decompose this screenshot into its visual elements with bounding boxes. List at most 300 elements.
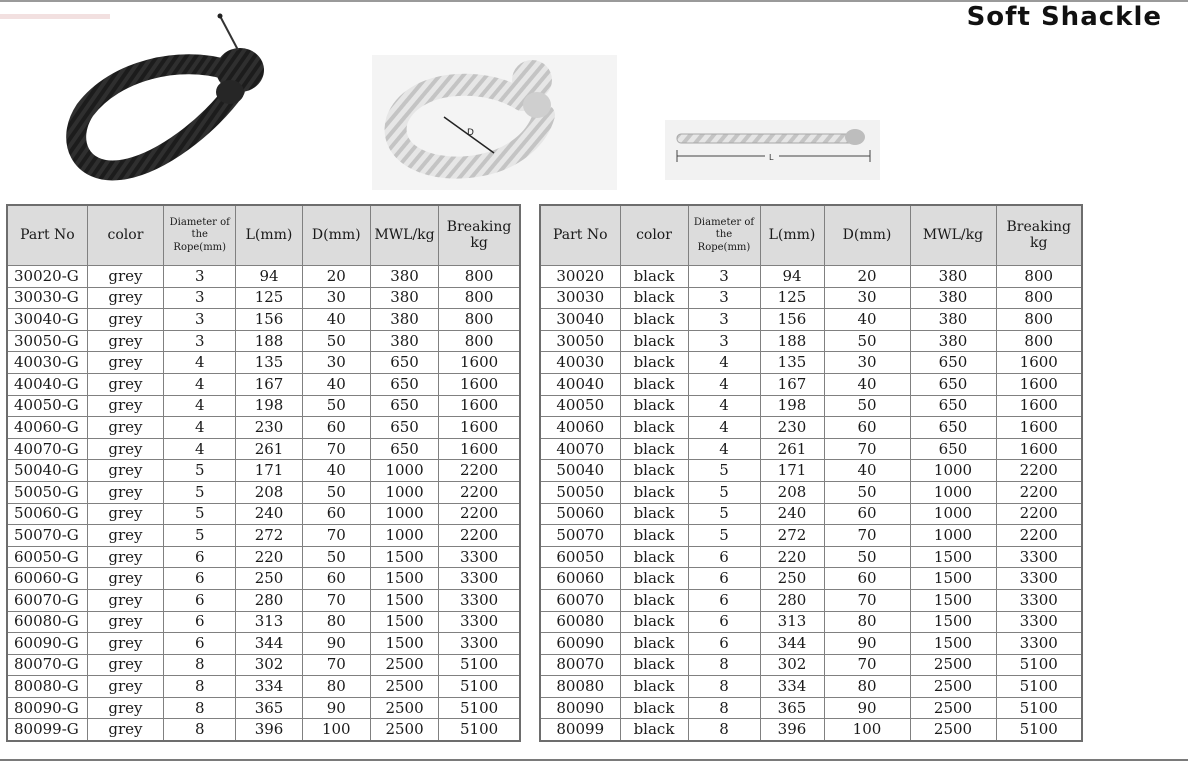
- mwl-cell: 650: [370, 417, 438, 439]
- rope-diameter-cell: 3: [688, 266, 760, 288]
- mwl-cell: 1000: [910, 460, 996, 482]
- breaking-cell: 3300: [439, 568, 520, 590]
- d-cell: 50: [302, 481, 370, 503]
- table-row: [540, 546, 1082, 568]
- table-row: [540, 719, 1082, 741]
- color-cell: grey: [87, 654, 163, 676]
- breaking-cell: 800: [439, 287, 520, 309]
- length-cell: 171: [760, 460, 824, 482]
- mwl-cell: 1500: [370, 589, 438, 611]
- breaking-cell: 2200: [996, 460, 1082, 482]
- part-no-cell: 30050-G: [7, 330, 87, 352]
- black-shackle-image: [60, 10, 280, 190]
- mwl-cell: 1000: [370, 481, 438, 503]
- breaking-cell: 5100: [996, 697, 1082, 719]
- mwl-cell: 1500: [910, 568, 996, 590]
- rope-diameter-cell: 5: [164, 503, 236, 525]
- rope-diameter-cell: 8: [688, 697, 760, 719]
- color-cell: black: [620, 352, 688, 374]
- col-part-no: Part No: [540, 205, 620, 266]
- rope-diameter-cell: 4: [688, 352, 760, 374]
- part-no-cell: 60080: [540, 611, 620, 633]
- rope-diameter-cell: 6: [688, 589, 760, 611]
- mwl-cell: 1000: [370, 503, 438, 525]
- rope-diameter-cell: 8: [688, 719, 760, 741]
- col-d: D(mm): [302, 205, 370, 266]
- length-cell: 198: [236, 395, 302, 417]
- part-no-cell: 80080: [540, 676, 620, 698]
- rope-diameter-cell: 4: [164, 395, 236, 417]
- table-header-row: [540, 205, 1082, 266]
- d-cell: 40: [302, 460, 370, 482]
- part-no-cell: 80099-G: [7, 719, 87, 741]
- part-no-cell: 80080-G: [7, 676, 87, 698]
- d-cell: 30: [824, 352, 910, 374]
- rope-diameter-cell: 6: [164, 568, 236, 590]
- table-row: [540, 330, 1082, 352]
- part-no-cell: 60090-G: [7, 633, 87, 655]
- color-cell: grey: [87, 697, 163, 719]
- rope-diameter-cell: 8: [688, 676, 760, 698]
- part-no-cell: 30020: [540, 266, 620, 288]
- table-row: [7, 438, 520, 460]
- mwl-cell: 650: [370, 352, 438, 374]
- breaking-cell: 800: [996, 287, 1082, 309]
- d-cell: 70: [302, 438, 370, 460]
- color-cell: grey: [87, 309, 163, 331]
- table-row: [540, 589, 1082, 611]
- color-cell: black: [620, 438, 688, 460]
- d-cell: 80: [824, 611, 910, 633]
- rope-diameter-cell: 3: [164, 309, 236, 331]
- table-row: [540, 373, 1082, 395]
- length-cell: 261: [236, 438, 302, 460]
- rope-diameter-cell: 3: [164, 330, 236, 352]
- length-cell: 240: [236, 503, 302, 525]
- part-no-cell: 60050: [540, 546, 620, 568]
- rope-diameter-cell: 8: [164, 697, 236, 719]
- mwl-cell: 1500: [370, 611, 438, 633]
- part-no-cell: 30040: [540, 309, 620, 331]
- breaking-cell: 3300: [439, 611, 520, 633]
- part-no-cell: 50060-G: [7, 503, 87, 525]
- breaking-cell: 5100: [439, 676, 520, 698]
- breaking-cell: 5100: [439, 654, 520, 676]
- rope-diameter-cell: 5: [688, 481, 760, 503]
- rope-diameter-cell: 6: [688, 633, 760, 655]
- color-cell: grey: [87, 330, 163, 352]
- table-row: [7, 676, 520, 698]
- d-cell: 60: [824, 417, 910, 439]
- table-row: [540, 697, 1082, 719]
- part-no-cell: 60070-G: [7, 589, 87, 611]
- color-cell: black: [620, 373, 688, 395]
- rope-diameter-cell: 3: [688, 309, 760, 331]
- d-cell: 90: [302, 697, 370, 719]
- d-cell: 70: [302, 525, 370, 547]
- breaking-cell: 1600: [996, 417, 1082, 439]
- length-label: L: [769, 153, 774, 162]
- breaking-cell: 1600: [439, 352, 520, 374]
- mwl-cell: 2500: [370, 676, 438, 698]
- mwl-cell: 650: [370, 438, 438, 460]
- rope-diameter-cell: 3: [688, 287, 760, 309]
- rope-diameter-cell: 4: [164, 352, 236, 374]
- d-cell: 50: [824, 481, 910, 503]
- d-cell: 40: [824, 460, 910, 482]
- breaking-cell: 2200: [996, 503, 1082, 525]
- breaking-cell: 2200: [439, 525, 520, 547]
- mwl-cell: 2500: [370, 719, 438, 741]
- breaking-cell: 1600: [996, 352, 1082, 374]
- part-no-cell: 60090: [540, 633, 620, 655]
- table-row: [7, 611, 520, 633]
- breaking-cell: 800: [439, 266, 520, 288]
- color-cell: black: [620, 287, 688, 309]
- breaking-cell: 1600: [439, 438, 520, 460]
- col-rope-diameter: Diameter of the Rope(mm): [688, 205, 760, 266]
- color-cell: black: [620, 697, 688, 719]
- table-row: [540, 525, 1082, 547]
- length-cell: 208: [236, 481, 302, 503]
- color-cell: black: [620, 546, 688, 568]
- part-no-cell: 30040-G: [7, 309, 87, 331]
- mwl-cell: 1000: [370, 525, 438, 547]
- mwl-cell: 380: [370, 287, 438, 309]
- part-no-cell: 50060: [540, 503, 620, 525]
- rope-diameter-cell: 3: [688, 330, 760, 352]
- length-cell: 250: [236, 568, 302, 590]
- length-cell: 302: [236, 654, 302, 676]
- length-cell: 198: [760, 395, 824, 417]
- rope-diameter-cell: 4: [688, 417, 760, 439]
- breaking-cell: 1600: [439, 395, 520, 417]
- length-cell: 250: [760, 568, 824, 590]
- table-row: [7, 525, 520, 547]
- d-cell: 30: [302, 287, 370, 309]
- length-cell: 135: [236, 352, 302, 374]
- table-row: [540, 309, 1082, 331]
- length-cell: 230: [236, 417, 302, 439]
- breaking-cell: 800: [996, 309, 1082, 331]
- table-row: [540, 611, 1082, 633]
- table-row: [7, 546, 520, 568]
- color-cell: black: [620, 417, 688, 439]
- grey-shackle-table: [6, 204, 521, 742]
- part-no-cell: 50050: [540, 481, 620, 503]
- color-cell: grey: [87, 352, 163, 374]
- breaking-cell: 3300: [996, 611, 1082, 633]
- part-no-cell: 40050: [540, 395, 620, 417]
- rope-diameter-cell: 8: [164, 654, 236, 676]
- d-cell: 30: [824, 287, 910, 309]
- mwl-cell: 2500: [910, 697, 996, 719]
- rope-diameter-cell: 5: [688, 460, 760, 482]
- diameter-label: D: [467, 128, 474, 138]
- color-cell: black: [620, 719, 688, 741]
- d-cell: 80: [824, 676, 910, 698]
- color-cell: black: [620, 481, 688, 503]
- breaking-cell: 3300: [996, 589, 1082, 611]
- part-no-cell: 40030-G: [7, 352, 87, 374]
- color-cell: black: [620, 503, 688, 525]
- color-cell: grey: [87, 266, 163, 288]
- col-length: L(mm): [236, 205, 302, 266]
- breaking-cell: 800: [439, 330, 520, 352]
- color-cell: black: [620, 395, 688, 417]
- part-no-cell: 80090-G: [7, 697, 87, 719]
- part-no-cell: 50070-G: [7, 525, 87, 547]
- col-part-no: Part No: [7, 205, 87, 266]
- breaking-cell: 5100: [996, 676, 1082, 698]
- color-cell: grey: [87, 460, 163, 482]
- part-no-cell: 30030: [540, 287, 620, 309]
- length-cell: 344: [236, 633, 302, 655]
- breaking-cell: 2200: [996, 481, 1082, 503]
- table-row: [540, 417, 1082, 439]
- color-cell: grey: [87, 719, 163, 741]
- mwl-cell: 2500: [910, 719, 996, 741]
- part-no-cell: 80090: [540, 697, 620, 719]
- table-row: [540, 676, 1082, 698]
- d-cell: 60: [302, 568, 370, 590]
- table-row: [540, 287, 1082, 309]
- length-cell: 302: [760, 654, 824, 676]
- table-row: [7, 654, 520, 676]
- color-cell: black: [620, 611, 688, 633]
- part-no-cell: 40050-G: [7, 395, 87, 417]
- color-cell: black: [620, 525, 688, 547]
- breaking-cell: 800: [996, 330, 1082, 352]
- table-row: [7, 568, 520, 590]
- part-no-cell: 50070: [540, 525, 620, 547]
- rope-diameter-cell: 8: [688, 654, 760, 676]
- table-row: [7, 352, 520, 374]
- color-cell: grey: [87, 395, 163, 417]
- table-row: [540, 503, 1082, 525]
- breaking-cell: 5100: [996, 719, 1082, 741]
- part-no-cell: 50050-G: [7, 481, 87, 503]
- color-cell: grey: [87, 503, 163, 525]
- d-cell: 50: [302, 546, 370, 568]
- part-no-cell: 40040: [540, 373, 620, 395]
- color-cell: grey: [87, 546, 163, 568]
- table-row: [540, 654, 1082, 676]
- part-no-cell: 40040-G: [7, 373, 87, 395]
- part-no-cell: 30030-G: [7, 287, 87, 309]
- mwl-cell: 1500: [370, 546, 438, 568]
- col-color: color: [620, 205, 688, 266]
- mwl-cell: 1000: [370, 460, 438, 482]
- color-cell: grey: [87, 589, 163, 611]
- part-no-cell: 30050: [540, 330, 620, 352]
- mwl-cell: 1500: [370, 568, 438, 590]
- mwl-cell: 650: [910, 417, 996, 439]
- part-no-cell: 40070-G: [7, 438, 87, 460]
- length-cell: 313: [236, 611, 302, 633]
- table-row: [540, 352, 1082, 374]
- mwl-cell: 1500: [910, 589, 996, 611]
- breaking-cell: 3300: [439, 546, 520, 568]
- rope-diameter-cell: 5: [164, 525, 236, 547]
- rope-diameter-cell: 5: [688, 503, 760, 525]
- mwl-cell: 2500: [910, 654, 996, 676]
- part-no-cell: 40030: [540, 352, 620, 374]
- part-no-cell: 60060: [540, 568, 620, 590]
- table-row: [7, 373, 520, 395]
- d-cell: 70: [824, 438, 910, 460]
- table-row: [7, 330, 520, 352]
- color-cell: black: [620, 460, 688, 482]
- d-cell: 40: [302, 309, 370, 331]
- length-cell: 94: [236, 266, 302, 288]
- mwl-cell: 1000: [910, 525, 996, 547]
- color-cell: grey: [87, 373, 163, 395]
- page-title: Soft Shackle: [966, 2, 1162, 32]
- table-row: [540, 481, 1082, 503]
- mwl-cell: 650: [910, 373, 996, 395]
- color-cell: grey: [87, 568, 163, 590]
- length-cell: 220: [760, 546, 824, 568]
- length-cell: 272: [236, 525, 302, 547]
- color-cell: black: [620, 589, 688, 611]
- length-cell: 156: [760, 309, 824, 331]
- part-no-cell: 60080-G: [7, 611, 87, 633]
- table-row: [7, 460, 520, 482]
- breaking-cell: 5100: [439, 697, 520, 719]
- table-row: [7, 633, 520, 655]
- length-cell: 334: [760, 676, 824, 698]
- part-no-cell: 50040-G: [7, 460, 87, 482]
- table-row: [540, 568, 1082, 590]
- d-cell: 90: [824, 633, 910, 655]
- rope-diameter-cell: 5: [164, 481, 236, 503]
- mwl-cell: 1500: [370, 633, 438, 655]
- col-breaking: Breaking kg: [996, 205, 1082, 266]
- mwl-cell: 650: [370, 395, 438, 417]
- color-cell: black: [620, 633, 688, 655]
- length-cell: 135: [760, 352, 824, 374]
- table-row: [7, 309, 520, 331]
- d-cell: 80: [302, 611, 370, 633]
- rope-diameter-cell: 4: [164, 438, 236, 460]
- table-row: [7, 697, 520, 719]
- breaking-cell: 1600: [439, 417, 520, 439]
- length-cell: 171: [236, 460, 302, 482]
- breaking-cell: 3300: [996, 633, 1082, 655]
- mwl-cell: 1000: [910, 503, 996, 525]
- mwl-cell: 380: [370, 309, 438, 331]
- table-row: [540, 633, 1082, 655]
- rope-diameter-cell: 5: [688, 525, 760, 547]
- d-cell: 40: [824, 309, 910, 331]
- length-cell: 280: [236, 589, 302, 611]
- part-no-cell: 40060-G: [7, 417, 87, 439]
- d-cell: 50: [824, 395, 910, 417]
- table-header-row: [7, 205, 520, 266]
- breaking-cell: 1600: [996, 438, 1082, 460]
- rope-diameter-cell: 4: [164, 417, 236, 439]
- table-row: [7, 503, 520, 525]
- d-cell: 20: [302, 266, 370, 288]
- black-shackle-table: [539, 204, 1083, 742]
- table-row: [7, 719, 520, 741]
- part-no-cell: 40070: [540, 438, 620, 460]
- table-row: [7, 589, 520, 611]
- color-cell: grey: [87, 417, 163, 439]
- length-cell: 240: [760, 503, 824, 525]
- mwl-cell: 380: [910, 266, 996, 288]
- mwl-cell: 380: [910, 330, 996, 352]
- color-cell: grey: [87, 438, 163, 460]
- length-cell: 396: [236, 719, 302, 741]
- breaking-cell: 5100: [996, 654, 1082, 676]
- breaking-cell: 3300: [996, 568, 1082, 590]
- rope-diameter-cell: 4: [688, 395, 760, 417]
- grey-shackle-image: [372, 55, 617, 190]
- rope-diameter-cell: 3: [164, 287, 236, 309]
- d-cell: 60: [302, 503, 370, 525]
- d-cell: 70: [302, 589, 370, 611]
- mwl-cell: 1500: [910, 546, 996, 568]
- length-cell: 188: [236, 330, 302, 352]
- rope-diameter-cell: 6: [164, 589, 236, 611]
- col-color: color: [87, 205, 163, 266]
- table-row: [540, 395, 1082, 417]
- table-row: [7, 417, 520, 439]
- part-no-cell: 80070: [540, 654, 620, 676]
- part-no-cell: 60070: [540, 589, 620, 611]
- length-cell: 396: [760, 719, 824, 741]
- d-cell: 50: [302, 330, 370, 352]
- breaking-cell: 1600: [439, 373, 520, 395]
- breaking-cell: 2200: [996, 525, 1082, 547]
- length-cell: 94: [760, 266, 824, 288]
- d-cell: 50: [824, 330, 910, 352]
- rope-diameter-cell: 4: [688, 438, 760, 460]
- length-cell: 125: [236, 287, 302, 309]
- length-cell: 365: [236, 697, 302, 719]
- breaking-cell: 2200: [439, 481, 520, 503]
- mwl-cell: 380: [910, 287, 996, 309]
- length-cell: 334: [236, 676, 302, 698]
- length-cell: 156: [236, 309, 302, 331]
- d-cell: 100: [824, 719, 910, 741]
- part-no-cell: 60050-G: [7, 546, 87, 568]
- mwl-cell: 2500: [370, 654, 438, 676]
- length-cell: 365: [760, 697, 824, 719]
- part-no-cell: 30020-G: [7, 266, 87, 288]
- length-cell: 261: [760, 438, 824, 460]
- rope-diameter-cell: 6: [688, 568, 760, 590]
- part-no-cell: 80070-G: [7, 654, 87, 676]
- color-cell: grey: [87, 633, 163, 655]
- mwl-cell: 2500: [910, 676, 996, 698]
- mwl-cell: 650: [370, 373, 438, 395]
- rope-diameter-cell: 3: [164, 266, 236, 288]
- length-cell: 125: [760, 287, 824, 309]
- rope-diameter-cell: 8: [164, 676, 236, 698]
- breaking-cell: 3300: [439, 633, 520, 655]
- breaking-cell: 3300: [439, 589, 520, 611]
- rope-diameter-cell: 6: [688, 546, 760, 568]
- table-row: [540, 438, 1082, 460]
- bottom-rule: [0, 759, 1188, 761]
- mwl-cell: 2500: [370, 697, 438, 719]
- length-cell: 313: [760, 611, 824, 633]
- length-cell: 344: [760, 633, 824, 655]
- d-cell: 90: [824, 697, 910, 719]
